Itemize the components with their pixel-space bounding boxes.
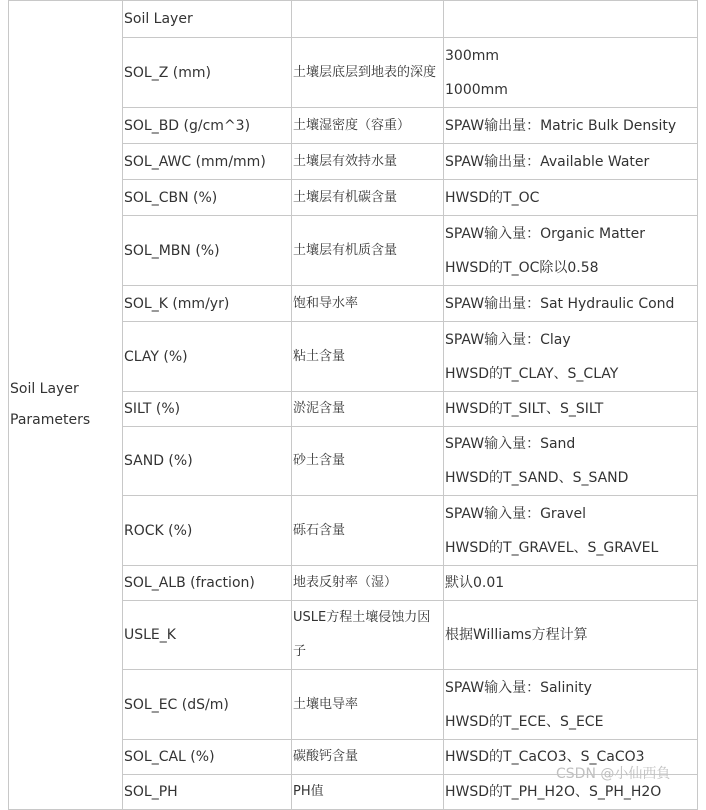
param-desc-cell bbox=[292, 427, 444, 496]
param-source-line: 根据Williams方程计算 bbox=[445, 627, 588, 643]
param-source-line: SPAW输入量：Sand bbox=[445, 436, 576, 452]
param-source-line: SPAW输入量：Gravel bbox=[445, 505, 587, 522]
param-desc: 淤泥含量 bbox=[293, 401, 346, 416]
table-row bbox=[9, 1, 698, 38]
param-desc: 砾石含量 bbox=[293, 522, 346, 538]
param-name: SOL_Z (mm) bbox=[124, 64, 211, 81]
param-desc: 碳酸钙含量 bbox=[293, 749, 359, 764]
param-name-cell bbox=[123, 108, 292, 144]
param-name-cell bbox=[123, 322, 292, 392]
param-source-cell bbox=[444, 322, 698, 392]
param-desc: PH值 bbox=[293, 784, 324, 799]
param-name-cell bbox=[123, 740, 292, 775]
param-name: SOL_ALB (fraction) bbox=[124, 575, 255, 591]
param-name-cell bbox=[123, 775, 292, 810]
watermark: CSDN @小仙西負 bbox=[556, 766, 671, 782]
param-source-line: SPAW输入量：Salinity bbox=[445, 679, 592, 696]
param-source-line: HWSD的T_SILT、S_SILT bbox=[445, 401, 604, 417]
param-source-cell bbox=[444, 108, 698, 144]
param-name: SOL_MBN (%) bbox=[124, 242, 220, 259]
param-name-cell bbox=[123, 144, 292, 180]
param-source-cell bbox=[444, 601, 698, 670]
param-name-cell bbox=[123, 216, 292, 286]
param-desc-cell bbox=[292, 108, 444, 144]
param-source-line: HWSD的T_OC除以0.58 bbox=[445, 259, 599, 276]
param-source-line: SPAW输出量：Available Water bbox=[445, 153, 650, 170]
param-desc-cell bbox=[292, 322, 444, 392]
param-desc: 土壤层底层到地表的深度 bbox=[293, 64, 437, 80]
param-desc: 地表反射率（湿） bbox=[293, 575, 398, 590]
param-source-line: 默认0.01 bbox=[445, 575, 505, 591]
param-source-cell bbox=[444, 496, 698, 566]
group-label-cell bbox=[9, 1, 123, 810]
param-desc-cell bbox=[292, 670, 444, 740]
param-source-line: HWSD的T_GRAVEL、S_GRAVEL bbox=[445, 539, 659, 556]
param-name: SILT (%) bbox=[124, 401, 181, 417]
param-desc-cell bbox=[292, 740, 444, 775]
param-name-cell bbox=[123, 38, 292, 108]
param-name: ROCK (%) bbox=[124, 522, 193, 539]
param-source-cell bbox=[444, 286, 698, 322]
param-desc: 砂土含量 bbox=[293, 453, 346, 468]
param-source-cell bbox=[444, 566, 698, 601]
param-source-line: HWSD的T_OC bbox=[445, 189, 540, 206]
param-desc-cell bbox=[292, 496, 444, 566]
param-name-cell bbox=[123, 392, 292, 427]
param-source-line: HWSD的T_SAND、S_SAND bbox=[445, 470, 629, 486]
param-source-line: HWSD的T_ECE、S_ECE bbox=[445, 713, 604, 730]
param-source-cell bbox=[444, 216, 698, 286]
param-name-cell bbox=[123, 286, 292, 322]
param-source-line: 1000mm bbox=[445, 81, 508, 98]
param-name: SOL_K (mm/yr) bbox=[124, 295, 230, 312]
param-name: SOL_EC (dS/m) bbox=[124, 696, 229, 713]
param-source-cell bbox=[444, 392, 698, 427]
param-source-cell bbox=[444, 427, 698, 496]
param-source-line: HWSD的T_CaCO3、S_CaCO3 bbox=[445, 749, 645, 765]
param-source-cell bbox=[444, 1, 698, 38]
group-label-line: Soil Layer bbox=[10, 381, 79, 397]
param-source-line: HWSD的T_CLAY、S_CLAY bbox=[445, 365, 619, 382]
param-desc-cell bbox=[292, 144, 444, 180]
param-name-cell bbox=[123, 427, 292, 496]
param-name: CLAY (%) bbox=[124, 348, 188, 365]
group-label-line: Parameters bbox=[10, 412, 91, 428]
param-name: SOL_CBN (%) bbox=[124, 189, 218, 206]
param-name-cell bbox=[123, 670, 292, 740]
param-desc-cell bbox=[292, 1, 444, 38]
param-desc: 土壤层有效持水量 bbox=[293, 153, 398, 169]
param-desc: 粘土含量 bbox=[293, 348, 346, 364]
param-desc: USLE方程土壤侵蚀力因子 bbox=[293, 610, 431, 659]
param-name-cell bbox=[123, 496, 292, 566]
param-desc-cell bbox=[292, 566, 444, 601]
param-source-line: 300mm bbox=[445, 47, 499, 64]
param-desc-cell bbox=[292, 38, 444, 108]
param-desc-cell bbox=[292, 286, 444, 322]
param-name-cell bbox=[123, 180, 292, 216]
param-desc-cell bbox=[292, 392, 444, 427]
param-name: SOL_CAL (%) bbox=[124, 749, 215, 765]
param-name-cell bbox=[123, 601, 292, 670]
soil-parameter-table bbox=[8, 0, 698, 810]
param-desc: 土壤层有机质含量 bbox=[293, 242, 398, 258]
param-desc: 饱和导水率 bbox=[293, 295, 359, 311]
param-name: Soil Layer bbox=[124, 11, 193, 27]
param-desc: 土壤电导率 bbox=[293, 696, 359, 712]
param-source-line: SPAW输入量：Organic Matter bbox=[445, 225, 645, 242]
param-name-cell bbox=[123, 566, 292, 601]
param-source-cell bbox=[444, 180, 698, 216]
param-desc: 土壤层有机碳含量 bbox=[293, 189, 398, 205]
param-source-cell bbox=[444, 144, 698, 180]
param-name-cell bbox=[123, 1, 292, 38]
param-source-line: SPAW输出量：Matric Bulk Density bbox=[445, 117, 677, 134]
param-desc-cell bbox=[292, 601, 444, 670]
param-name: SOL_PH bbox=[124, 784, 178, 800]
param-name: SOL_BD (g/cm^3) bbox=[124, 117, 251, 134]
param-source-cell bbox=[444, 38, 698, 108]
param-desc-cell bbox=[292, 180, 444, 216]
param-name: USLE_K bbox=[124, 627, 176, 643]
param-source-cell bbox=[444, 670, 698, 740]
param-desc-cell bbox=[292, 775, 444, 810]
param-name: SOL_AWC (mm/mm) bbox=[124, 153, 266, 170]
param-source-line: SPAW输出量：Sat Hydraulic Cond bbox=[445, 295, 675, 312]
param-desc: 土壤湿密度（容重） bbox=[293, 117, 411, 133]
param-name: SAND (%) bbox=[124, 453, 193, 469]
param-source-line: HWSD的T_PH_H2O、S_PH_H2O bbox=[445, 784, 662, 800]
param-desc-cell bbox=[292, 216, 444, 286]
param-source-line: SPAW输入量：Clay bbox=[445, 331, 571, 348]
